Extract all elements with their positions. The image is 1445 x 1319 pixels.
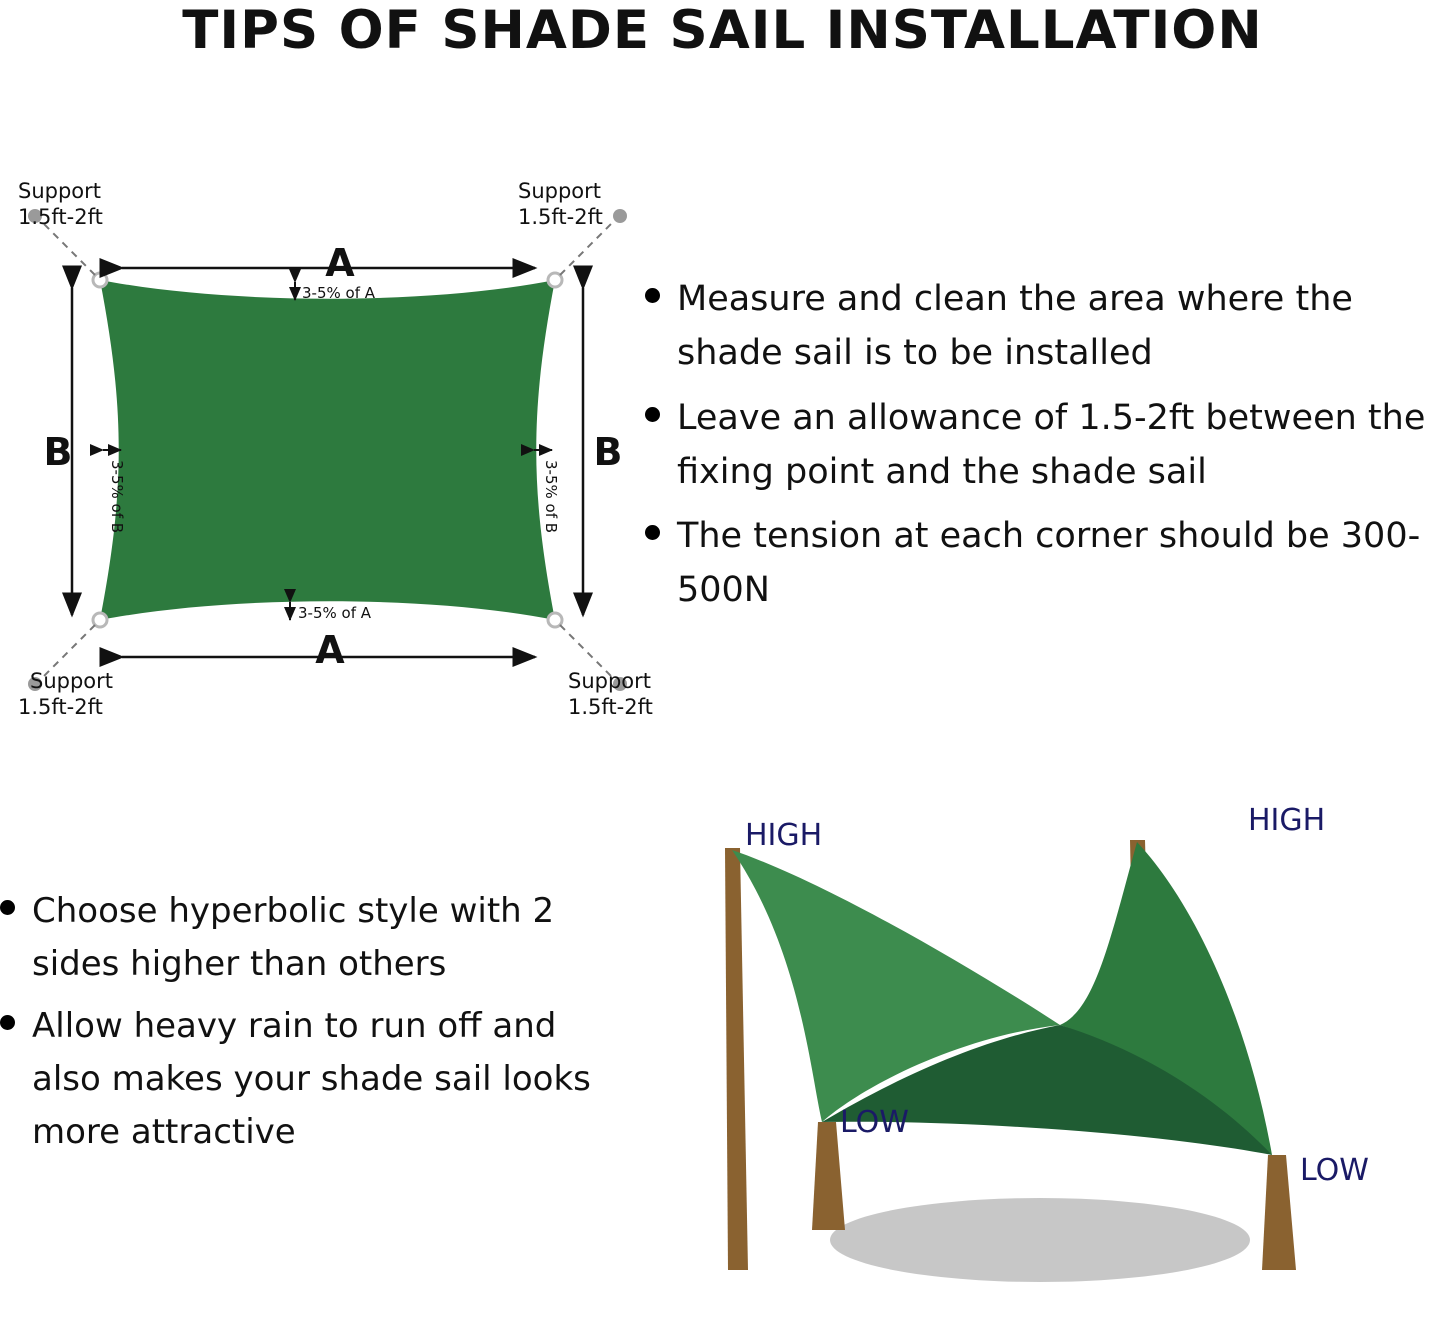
page-title: TIPS OF SHADE SAIL INSTALLATION xyxy=(182,0,1263,61)
curve-depth-left-label: 3-5% of B xyxy=(108,460,126,534)
support-label-br-line1: Support xyxy=(568,669,652,693)
support-label-tl-line1: Support xyxy=(18,179,102,203)
corner-eyelet xyxy=(548,273,562,287)
bullet-dot-icon xyxy=(645,525,660,540)
label-low-left: LOW xyxy=(840,1105,909,1140)
tip-text: Leave an allowance of 1.5-2ft between the fixing point and the shade sail xyxy=(677,397,1426,492)
bullet-dot-icon xyxy=(645,288,660,303)
sail-shape xyxy=(100,280,555,620)
list-item xyxy=(0,1000,620,1158)
tip-text: Choose hyperbolic style with 2 sides higher than others xyxy=(32,891,555,984)
dim-a-bottom-label: A xyxy=(315,628,345,672)
dim-a-top-label: A xyxy=(325,241,355,285)
support-label-tr-line1: Support xyxy=(518,179,602,203)
list-item xyxy=(645,272,1445,381)
hyperbolic-sail-diagram xyxy=(640,770,1445,1319)
tip-text: The tension at each corner should be 300-500N xyxy=(677,516,1421,611)
label-high-left: HIGH xyxy=(745,818,823,853)
bottom-tips-list xyxy=(0,885,620,1168)
rectangular-sail-diagram xyxy=(0,160,660,720)
bullet-dot-icon xyxy=(645,407,660,422)
tip-text: Allow heavy rain to run off and also makes your shade sail looks more attractive xyxy=(32,1006,591,1152)
corner-eyelet xyxy=(93,613,107,627)
list-item xyxy=(645,391,1445,500)
bullet-dot-icon xyxy=(0,1015,15,1030)
support-label-bl-line1: Support xyxy=(30,669,114,693)
corner-eyelet xyxy=(548,613,562,627)
corner-eyelet xyxy=(93,273,107,287)
curve-depth-top-label: 3-5% of A xyxy=(302,284,376,302)
label-low-right: LOW xyxy=(1300,1153,1369,1188)
top-tips-list xyxy=(645,272,1445,628)
curve-depth-bottom-label: 3-5% of A xyxy=(298,604,372,622)
bullet-dot-icon xyxy=(0,900,15,915)
support-label-br-line2: 1.5ft-2ft xyxy=(568,695,653,719)
support-label-tr-line2: 1.5ft-2ft xyxy=(518,205,603,229)
post-high-left xyxy=(725,848,748,1270)
list-item xyxy=(0,885,620,990)
dim-b-right-label: B xyxy=(593,430,623,474)
curve-depth-right-label: 3-5% of B xyxy=(542,460,560,534)
support-label-bl-line2: 1.5ft-2ft xyxy=(18,695,103,719)
support-label-tl-line2: 1.5ft-2ft xyxy=(18,205,103,229)
post-low-right xyxy=(1262,1155,1296,1270)
dim-b-left-label: B xyxy=(43,430,73,474)
list-item xyxy=(645,509,1445,618)
support-dot xyxy=(613,209,627,223)
label-high-right: HIGH xyxy=(1248,803,1326,838)
tip-text: Measure and clean the area where the shade sail is to be installed xyxy=(677,279,1353,374)
